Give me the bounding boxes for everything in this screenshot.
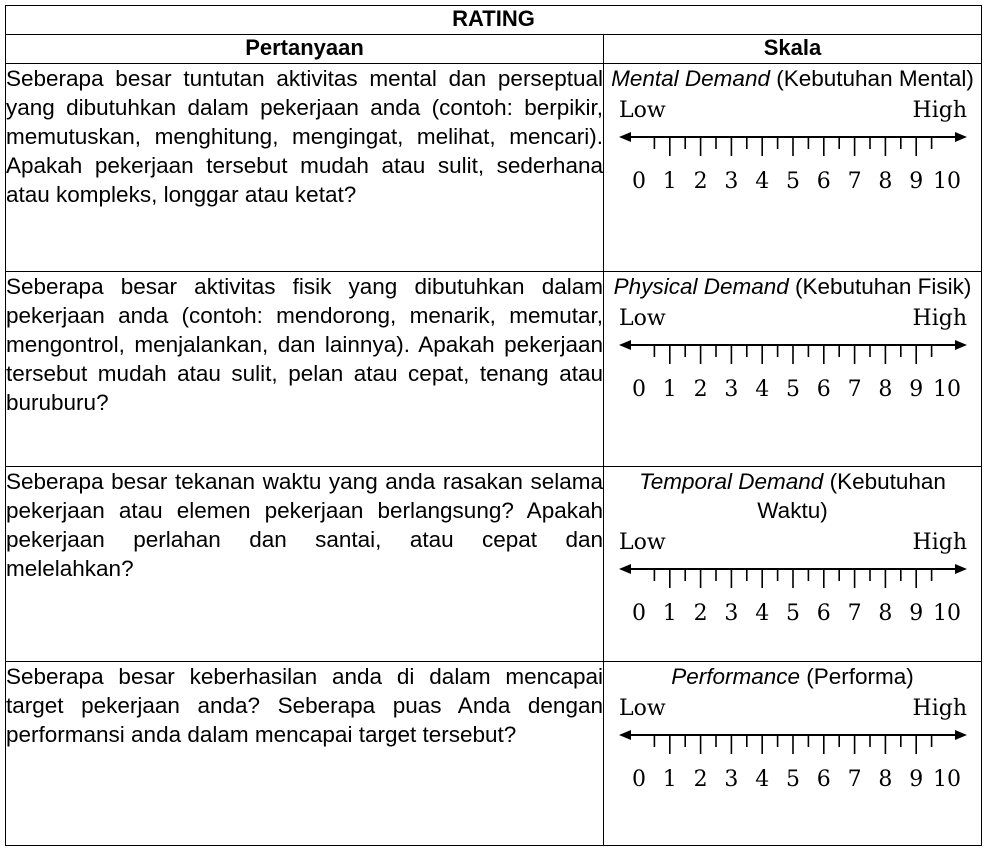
high-label: High: [912, 98, 967, 123]
scale-number: 7: [847, 601, 862, 626]
table-row: [6, 662, 982, 846]
left-arrow-icon: [619, 340, 631, 350]
scale-number: 9: [908, 377, 923, 402]
scale-title: [604, 64, 981, 93]
high-label: High: [912, 696, 967, 721]
rating-table: [5, 5, 982, 846]
scale-number: 8: [877, 767, 892, 792]
low-label: Low: [618, 306, 666, 331]
rating-scale[interactable]: [617, 93, 969, 199]
left-arrow-icon: [619, 564, 631, 574]
scale-cell: [604, 272, 982, 467]
scale-number: 6: [816, 767, 831, 792]
scale-number: 8: [877, 601, 892, 626]
scale-number: 9: [908, 767, 923, 792]
table-row: [6, 272, 982, 467]
scale-number: 3: [723, 601, 738, 626]
scale-number: 2: [693, 377, 708, 402]
scale-title: [604, 272, 981, 301]
scale-title-rest: (Kebutuhan Waktu): [757, 469, 946, 523]
right-arrow-icon: [955, 340, 967, 350]
scale-title: [604, 662, 981, 691]
scale-number: 1: [662, 169, 677, 194]
low-label: Low: [618, 98, 666, 123]
scale-number: 4: [754, 169, 769, 194]
scale-number: 1: [662, 601, 677, 626]
scale-title-italic: Performance: [671, 664, 801, 689]
scale-number: 3: [723, 767, 738, 792]
left-arrow-icon: [619, 730, 631, 740]
scale-title: [604, 467, 981, 525]
rating-scale[interactable]: [617, 525, 969, 631]
question-text: Seberapa besar tekanan waktu yang anda rasakan selama pekerjaan atau elemen pekerjaan berlangsung? Apakah pekerjaan perlahan dan santai, atau cepat dan melelahkan?: [6, 467, 604, 662]
scale-number: 5: [785, 767, 800, 792]
high-label: High: [912, 306, 967, 331]
scale-number: 5: [785, 377, 800, 402]
scale-number: 6: [816, 377, 831, 402]
scale-title-italic: Temporal Demand: [639, 469, 824, 494]
scale-cell: [604, 64, 982, 272]
scale-number: 0: [631, 767, 646, 792]
scale-number: 0: [631, 601, 646, 626]
scale-number: 7: [847, 767, 862, 792]
scale-number: 3: [723, 169, 738, 194]
scale-number: 2: [693, 601, 708, 626]
scale-number: 7: [847, 169, 862, 194]
scale-number: 6: [816, 169, 831, 194]
scale-title-rest: (Kebutuhan Fisik): [788, 274, 972, 299]
scale-cell: [604, 662, 982, 846]
question-text: Seberapa besar keberhasilan anda di dalam mencapai target pekerjaan anda? Seberapa puas Anda dengan performansi anda dalam mencapai target tersebut?: [6, 662, 604, 846]
scale-number: 10: [932, 601, 961, 626]
right-arrow-icon: [955, 132, 967, 142]
question-text: Seberapa besar tuntutan aktivitas mental dan perseptual yang dibutuhkan dalam pekerjaan anda (contoh: berpikir, memutuskan, menghitung, mengingat, melihat, mencari). Apakah pekerjaan tersebut mudah atau sulit, sederhana atau kompleks, longgar atau ketat?: [6, 64, 604, 272]
rating-scale[interactable]: [617, 301, 969, 407]
scale-number: 0: [631, 377, 646, 402]
high-label: High: [912, 530, 967, 555]
right-arrow-icon: [955, 730, 967, 740]
low-label: Low: [618, 696, 666, 721]
scale-number: 9: [908, 601, 923, 626]
scale-number: 10: [932, 767, 961, 792]
scale-cell: [604, 467, 982, 662]
scale-number: 9: [908, 169, 923, 194]
question-text: Seberapa besar aktivitas fisik yang dibutuhkan dalam pekerjaan anda (contoh: mendorong, menarik, memutar, mengontrol, menjalankan, dan lainnya). Apakah pekerjaan tersebut mudah atau sulit, pelan atau cepat, tenang atau buruburu?: [6, 272, 604, 467]
scale-number: 8: [877, 377, 892, 402]
scale-number: 0: [631, 169, 646, 194]
scale-title-italic: Mental Demand: [611, 66, 770, 91]
scale-number: 5: [785, 601, 800, 626]
scale-number: 4: [754, 377, 769, 402]
scale-title-rest: (Performa): [800, 664, 914, 689]
scale-number: 5: [785, 169, 800, 194]
scale-title-rest: (Kebutuhan Mental): [769, 66, 974, 91]
low-label: Low: [618, 530, 666, 555]
right-arrow-icon: [955, 564, 967, 574]
scale-number: 3: [723, 377, 738, 402]
table-row: [6, 64, 982, 272]
scale-number: 6: [816, 601, 831, 626]
scale-number: 10: [932, 169, 961, 194]
scale-column-header: Skala: [604, 35, 982, 64]
scale-number: 2: [693, 169, 708, 194]
table-title: RATING: [6, 6, 982, 35]
scale-title-italic: Physical Demand: [613, 274, 789, 299]
rating-scale[interactable]: [617, 691, 969, 797]
scale-number: 10: [932, 377, 961, 402]
table-row: [6, 467, 982, 662]
scale-number: 8: [877, 169, 892, 194]
scale-number: 4: [754, 767, 769, 792]
scale-number: 7: [847, 377, 862, 402]
left-arrow-icon: [619, 132, 631, 142]
scale-number: 2: [693, 767, 708, 792]
scale-number: 1: [662, 377, 677, 402]
scale-number: 4: [754, 601, 769, 626]
question-column-header: Pertanyaan: [6, 35, 604, 64]
scale-number: 1: [662, 767, 677, 792]
